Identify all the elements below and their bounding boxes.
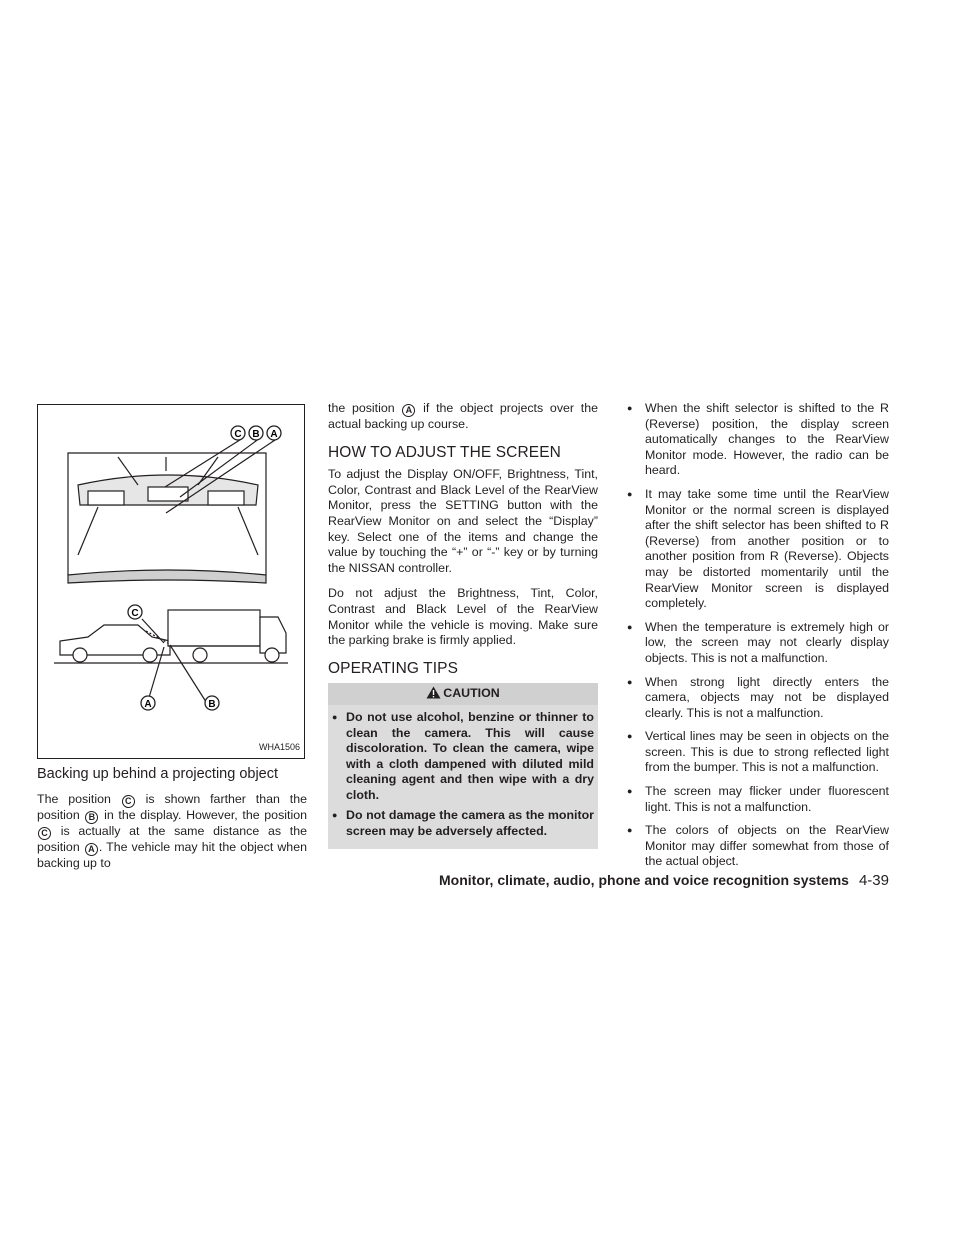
tip-item: ● The colors of objects on the RearView Monitor may differ somewhat from those of the actual object. [645, 823, 889, 870]
column-left [37, 401, 307, 881]
text-span: if the object projects over the actual backing up course. [328, 401, 598, 431]
rearview-figure [37, 404, 305, 759]
tip-item: ● It may take some time until the RearView Monitor or the normal screen is displayed after the shift selector has been shifted to R (Reverse) from another position or to another position from R (Reverse). Objects may be distorted momentarily until the RearView Monitor screen is displayed completely. [645, 487, 889, 612]
marker-b: B [85, 811, 98, 824]
text-span: the position [328, 401, 395, 415]
footer-section-title: Monitor, climate, audio, phone and voice recognition systems [439, 872, 849, 888]
column-right [627, 401, 889, 878]
caution-box [328, 683, 598, 848]
figure-code: WHA1506 [258, 742, 300, 753]
tip-item: ● Vertical lines may be seen in objects on the screen. This is due to strong reflected light from the bumper. This is not a malfunction. [645, 729, 889, 776]
paragraph-continuation [328, 401, 598, 433]
heading-backing-up: Backing up behind a projecting object [37, 766, 279, 782]
marker-c: C [122, 795, 135, 808]
text-span: . The vehicle may hit the object when backing up to [37, 839, 307, 870]
tip-item: ● The screen may flicker under fluorescent light. This is not a malfunction. [645, 784, 889, 815]
caution-item: ● Do not use alcohol, benzine or thinner to clean the camera. This will cause discoloration. To clean the camera, wipe with a cloth dampened with diluted mild cleaning agent and then wipe with a dry cloth. [346, 710, 594, 804]
caution-header [328, 683, 598, 705]
column-middle [328, 401, 598, 849]
callout-a-top-label: A [270, 429, 278, 440]
warning-triangle-icon [426, 686, 441, 699]
text-span: The position [37, 791, 111, 806]
page-number: 4-39 [858, 872, 889, 889]
paragraph-backing-up [37, 792, 307, 872]
tips-list [627, 401, 889, 870]
callout-c-top-label: C [234, 429, 242, 440]
heading-adjust-screen: HOW TO ADJUST THE SCREEN [328, 443, 561, 461]
tip-item: ● When the temperature is extremely high or low, the screen may not clearly display objects. This is not a malfunction. [645, 620, 889, 667]
paragraph-adjust-1: To adjust the Display ON/OFF, Brightness, Tint, Color, Contrast and Black Level of the RearView Monitor, press the SETTING button with the RearView Monitor on and select the “Display” key. Select one of the items and change the value by touching the “+” or “-” key or by turning the NISSAN controller. [328, 467, 598, 575]
text-span: is actually at the same distance as the position [37, 823, 307, 854]
marker-a: A [85, 843, 98, 856]
callout-c-side-label: C [131, 608, 139, 619]
caution-item: ● Do not damage the camera as the monitor screen may be adversely affected. [346, 808, 594, 839]
caution-list [328, 710, 598, 849]
callout-b-top-label: B [252, 429, 260, 440]
text-span: is shown farther than the position [37, 791, 307, 822]
caution-title: CAUTION [443, 686, 500, 701]
paragraph-adjust-2: Do not adjust the Brightness, Tint, Color, Contrast and Black Level of the RearView Monitor while the vehicle is moving. Make sure the parking brake is firmly applied. [328, 586, 598, 648]
page-footer [439, 872, 889, 889]
rearview-diagram [38, 405, 304, 758]
callout-b-side-label: B [208, 699, 216, 710]
marker-a: A [402, 404, 415, 417]
heading-operating-tips: OPERATING TIPS [328, 659, 459, 677]
text-span: in the display. However, the position [104, 807, 307, 822]
callout-a-side-label: A [144, 699, 152, 710]
marker-c: C [38, 827, 51, 840]
tip-item: ● When the shift selector is shifted to the R (Reverse) position, the display screen automatically changes to the RearView Monitor mode. However, the radio can be heard. [645, 401, 889, 479]
tip-item: ● When strong light directly enters the camera, objects may not be displayed clearly. This is not a malfunction. [645, 675, 889, 722]
